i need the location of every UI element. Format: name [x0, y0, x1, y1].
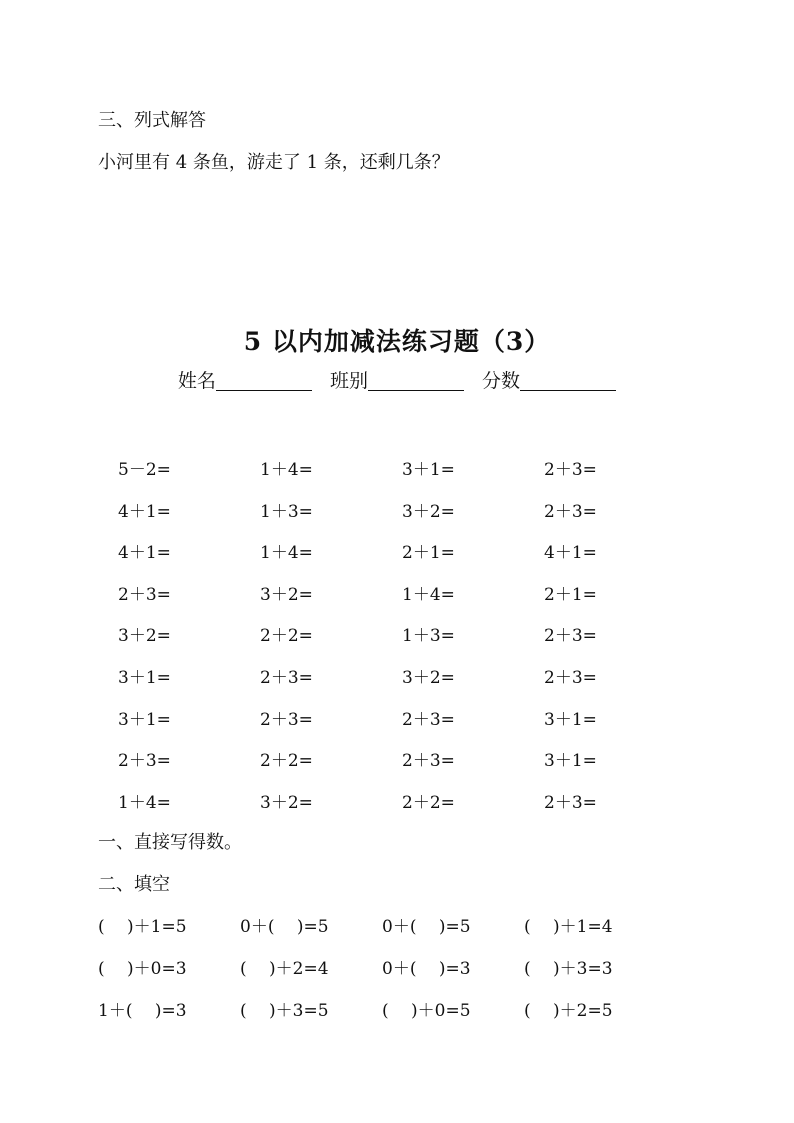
arithmetic-problem: 3＋2= — [260, 585, 313, 605]
arithmetic-problem: 2＋1= — [402, 543, 455, 563]
fill-blank-problem[interactable]: 1＋( )=3 — [98, 1001, 187, 1021]
arithmetic-problem: 1＋4= — [260, 543, 313, 563]
arithmetic-problem: 3＋2= — [260, 793, 313, 813]
fill-blank-problem[interactable]: ( )＋2=5 — [524, 1001, 613, 1021]
arithmetic-problem: 3＋2= — [402, 502, 455, 522]
arithmetic-problem: 2＋3= — [544, 793, 597, 813]
arithmetic-problem: 2＋2= — [260, 751, 313, 771]
fill-blank-problem[interactable]: ( )＋1=5 — [98, 917, 187, 937]
arithmetic-problem: 3＋2= — [402, 668, 455, 688]
arithmetic-problem: 1＋3= — [260, 502, 313, 522]
fill-blank-problem[interactable]: ( )＋1=4 — [524, 917, 613, 937]
arithmetic-problem: 1＋3= — [402, 626, 455, 646]
name-label: 姓名 — [177, 370, 216, 392]
fill-blank-problem[interactable]: 0＋( )=3 — [382, 959, 471, 979]
arithmetic-problem: 5－2= — [118, 460, 171, 480]
arithmetic-problem: 3＋1= — [544, 710, 597, 730]
arithmetic-problem: 2＋3= — [402, 710, 455, 730]
arithmetic-problem: 1＋4= — [402, 585, 455, 605]
fill-blank-problem[interactable]: ( )＋3=3 — [524, 959, 613, 979]
arithmetic-problem: 2＋3= — [260, 710, 313, 730]
fill-blank-problem[interactable]: ( )＋2=4 — [240, 959, 329, 979]
arithmetic-problem: 2＋3= — [118, 751, 171, 771]
arithmetic-problem: 4＋1= — [118, 502, 171, 522]
arithmetic-problem: 2＋3= — [544, 668, 597, 688]
arithmetic-problem: 2＋3= — [544, 460, 597, 480]
score-label: 分数 — [482, 370, 521, 392]
fill-blank-problem[interactable]: 0＋( )=5 — [240, 917, 329, 937]
worksheet-title: 5 以内加减法练习题（3） — [243, 327, 551, 356]
fill-blank-problem[interactable]: ( )＋0=5 — [382, 1001, 471, 1021]
arithmetic-problem: 2＋3= — [544, 626, 597, 646]
arithmetic-problem: 2＋3= — [544, 502, 597, 522]
section-one-heading: 一、直接写得数。 — [98, 832, 242, 853]
arithmetic-problem: 2＋2= — [260, 626, 313, 646]
arithmetic-problem: 1＋4= — [260, 460, 313, 480]
section-two-heading: 二、填空 — [98, 874, 170, 895]
arithmetic-problem: 4＋1= — [544, 543, 597, 563]
fill-blank-problem[interactable]: ( )＋0=3 — [98, 959, 187, 979]
arithmetic-problem: 4＋1= — [118, 543, 171, 563]
arithmetic-problem: 2＋2= — [402, 793, 455, 813]
class-label: 班别 — [329, 370, 368, 392]
fill-blank-problem[interactable]: ( )＋3=5 — [240, 1001, 329, 1021]
section-three-heading: 三、列式解答 — [98, 110, 206, 131]
fill-blank-problem[interactable]: 0＋( )=5 — [382, 917, 471, 937]
arithmetic-problem: 2＋3= — [402, 751, 455, 771]
arithmetic-problem: 3＋1= — [402, 460, 455, 480]
arithmetic-problem: 2＋1= — [544, 585, 597, 605]
word-problem: 小河里有 4 条鱼，游走了 1 条，还剩几条？ — [98, 152, 450, 173]
arithmetic-problem: 3＋2= — [118, 626, 171, 646]
arithmetic-problem: 2＋3= — [260, 668, 313, 688]
arithmetic-problem: 3＋1= — [118, 710, 171, 730]
arithmetic-problem: 2＋3= — [118, 585, 171, 605]
arithmetic-problem: 1＋4= — [118, 793, 171, 813]
arithmetic-problem: 3＋1= — [544, 751, 597, 771]
arithmetic-problem: 3＋1= — [118, 668, 171, 688]
